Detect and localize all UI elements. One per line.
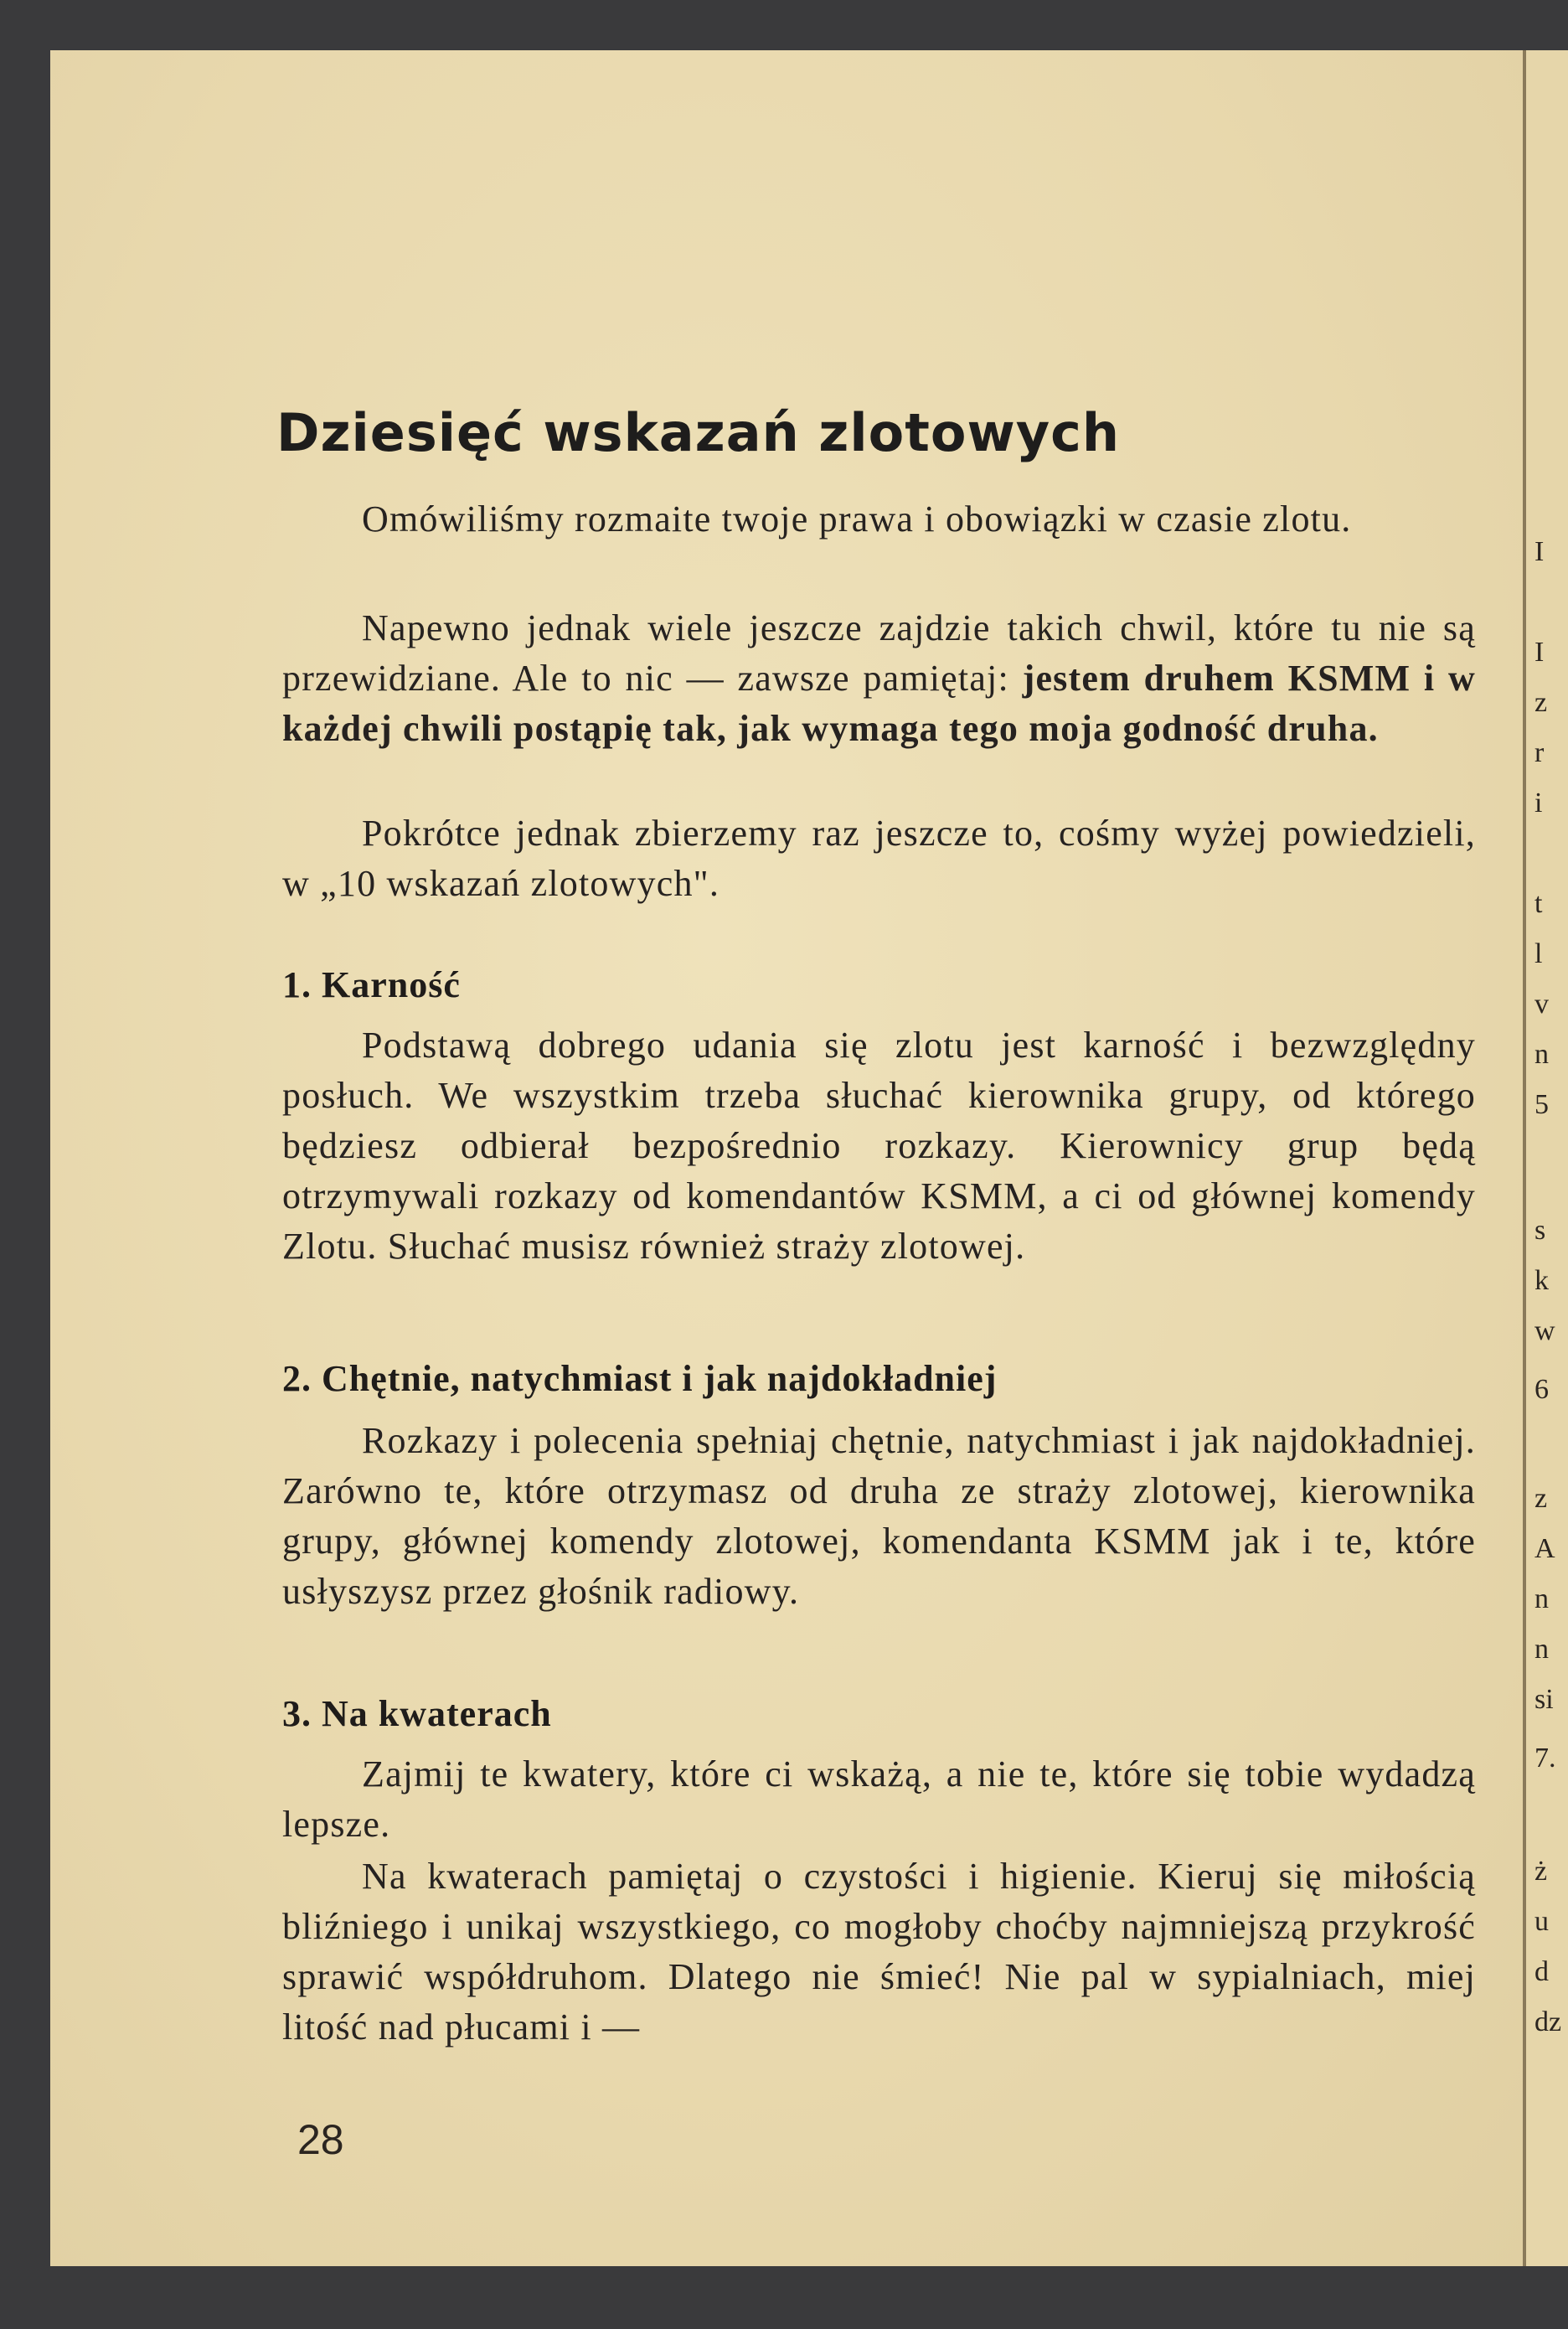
adjacent-page-fragment: u — [1534, 1906, 1549, 1937]
adjacent-page-fragment: z — [1534, 687, 1548, 718]
adjacent-page-fragment: t — [1534, 888, 1543, 919]
adjacent-page-fragment: s — [1534, 1215, 1546, 1246]
adjacent-page-fragment: n — [1534, 1634, 1549, 1665]
section-1-paragraph: Podstawą dobrego udania się zlotu jest karność i bezwzględny posłuch. We wszystkim trzeba słuchać kierownika grupy, od którego będziesz odbierał bezpośrednio rozkazy. Kierownicy grup będą otrzymywali rozkazy od komendantów KSMM, a ci od głównej komendy Zlotu. Słuchać musisz również straży zlotowej. — [282, 1025, 1476, 1267]
adjacent-page-fragment: z — [1534, 1483, 1548, 1514]
page-title: Dziesięć wskazań zlotowych — [276, 402, 1121, 463]
adjacent-page-fragment: I — [1534, 637, 1545, 668]
adjacent-page-fragment: dz — [1534, 2006, 1562, 2037]
adjacent-page-fragment: ż — [1534, 1856, 1548, 1887]
page-number: 28 — [297, 2116, 344, 2163]
adjacent-page-edge — [1523, 50, 1568, 2266]
intro-paragraph-2 — [282, 603, 1476, 754]
section-3-paragraph-2: Na kwaterach pamiętaj o czystości i higienie. Kieruj się miłością bliźniego i unikaj wszystkiego, co mogłoby choćby najmniejszą przykrość sprawić współdruhom. Dlatego nie śmieć! Nie pal w sypialniach, miej litość nad płucami i — — [282, 1856, 1476, 2048]
adjacent-page-fragment: i — [1534, 788, 1543, 819]
scan-background-top — [0, 0, 1568, 50]
adjacent-page-fragment: r — [1534, 737, 1545, 768]
adjacent-page-fragment: 7. — [1534, 1743, 1556, 1774]
intro-paragraph-2-emphasis: jestem druhem KSMM i w każdej chwili postąpię tak, jak wymaga tego moja godność druha. — [282, 658, 1476, 749]
section-heading-chetnie: 2. Chętnie, natychmiast i jak najdokładniej — [282, 1358, 998, 1399]
adjacent-page-fragment: k — [1534, 1265, 1549, 1296]
intro-paragraph-2-text: Napewno jednak wiele jeszcze zajdzie takich chwil, które tu nie są przewidziane. Ale to nic — zawsze pamiętaj: — [282, 607, 1476, 699]
section-3-paragraph-1: Zajmij te kwatery, które ci wskażą, a nie te, które się tobie wydadzą lepsze. — [282, 1753, 1476, 1845]
adjacent-page-fragment: A — [1534, 1533, 1555, 1564]
section-heading-na-kwaterach: 3. Na kwaterach — [282, 1693, 552, 1734]
adjacent-page-fragment: I — [1534, 536, 1545, 567]
adjacent-page-fragment: 5 — [1534, 1089, 1549, 1120]
adjacent-page-fragment: 6 — [1534, 1374, 1549, 1405]
section-heading-karnosc: 1. Karność — [282, 964, 461, 1005]
adjacent-page-fragment: si — [1534, 1684, 1554, 1715]
adjacent-page-fragment: l — [1534, 938, 1543, 969]
intro-paragraph-1: Omówiliśmy rozmaite twoje prawa i obowiązki w czasie zlotu. — [362, 498, 1352, 540]
intro-paragraph-3: Pokrótce jednak zbierzemy raz jeszcze to, cośmy wyżej powiedzieli, w „10 wskazań zlotowych". — [282, 813, 1476, 904]
adjacent-page-fragment: w — [1534, 1315, 1555, 1346]
section-2-paragraph: Rozkazy i polecenia spełniaj chętnie, natychmiast i jak najdokładniej. Zarówno te, które otrzymasz od druha ze straży zlotowej, kierownika grupy, głównej komendy zlotowej, komendanta KSMM jak i te, które usłyszysz przez głośnik radiowy. — [282, 1420, 1476, 1612]
adjacent-page-fragment: d — [1534, 1956, 1549, 1987]
adjacent-page-fragment: v — [1534, 989, 1549, 1020]
adjacent-page-fragment: n — [1534, 1039, 1549, 1070]
adjacent-page-fragment: n — [1534, 1583, 1549, 1614]
